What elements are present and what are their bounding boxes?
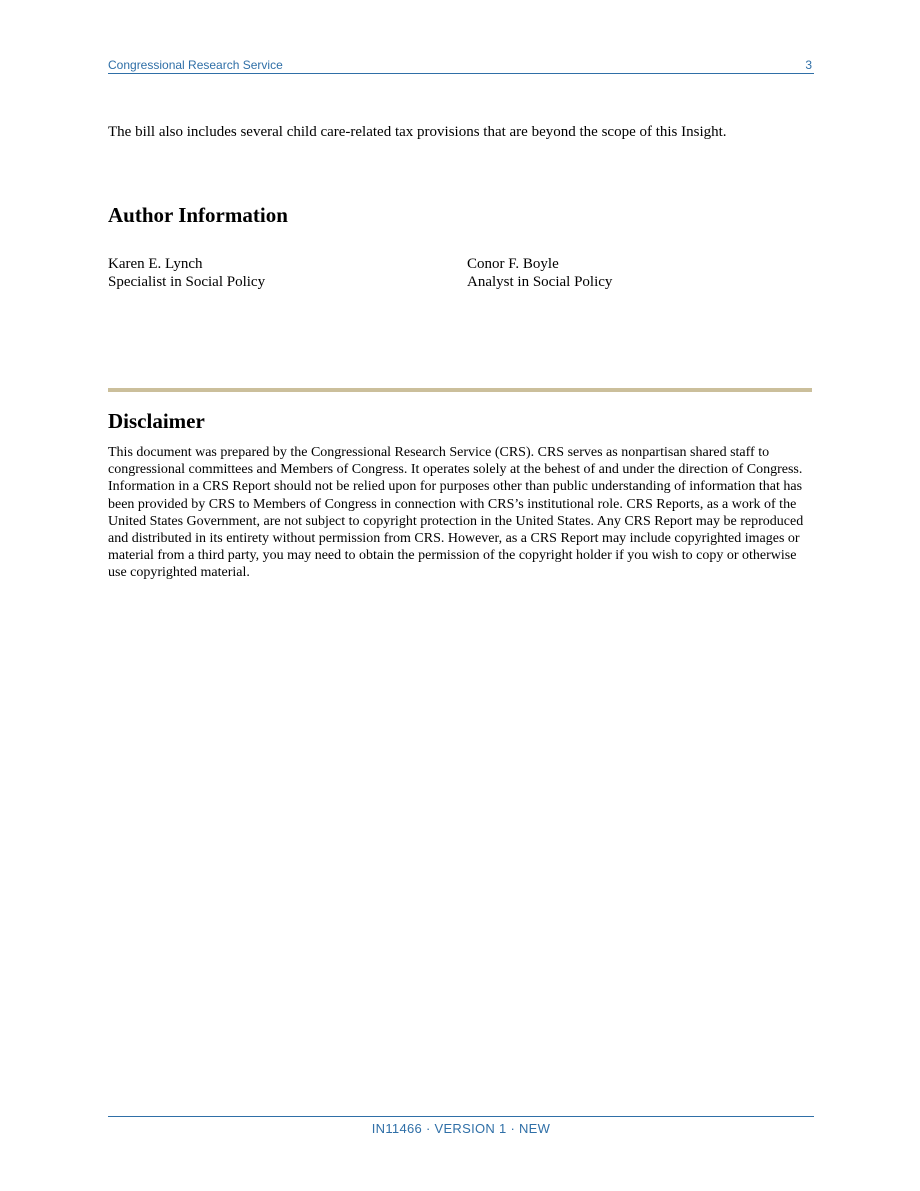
header-org-name: Congressional Research Service xyxy=(108,58,283,72)
author-name: Conor F. Boyle xyxy=(467,256,559,272)
author-name: Karen E. Lynch xyxy=(108,256,203,272)
disclaimer-heading: Disclaimer xyxy=(108,409,205,433)
section-divider xyxy=(108,388,812,392)
page-footer xyxy=(108,1116,814,1136)
author-entry xyxy=(467,255,612,291)
disclaimer-body: This document was prepared by the Congressional Research Service (CRS). CRS serves as nonpartisan shared staff to congressional committees and Members of Congress. It operates solely at the behest of and under the direction of Congress. Information in a CRS Report should not be relied upon for purposes other than public understanding of information that has been provided by CRS to Members of Congress in connection with CRS’s institutional role. CRS Reports, as a work of the United States Government, are not subject to copyright protection in the United States. Any CRS Report may be reproduced and distributed in its entirety without permission from CRS. However, as a CRS Report may include copyrighted images or material from a third party, you may need to obtain the permission of the copyright holder if you wish to copy or otherwise use copyrighted material. xyxy=(108,445,804,581)
page-number: 3 xyxy=(805,58,812,72)
intro-paragraph: The bill also includes several child care-related tax provisions that are beyond the scope of this Insight. xyxy=(108,124,727,140)
page-header xyxy=(108,56,814,74)
author-title: Analyst in Social Policy xyxy=(467,274,613,290)
author-entry xyxy=(108,255,265,291)
author-title: Specialist in Social Policy xyxy=(108,274,266,290)
author-information-heading: Author Information xyxy=(108,203,288,227)
footer-document-id: IN11466 · VERSION 1 · NEW xyxy=(371,1121,551,1136)
